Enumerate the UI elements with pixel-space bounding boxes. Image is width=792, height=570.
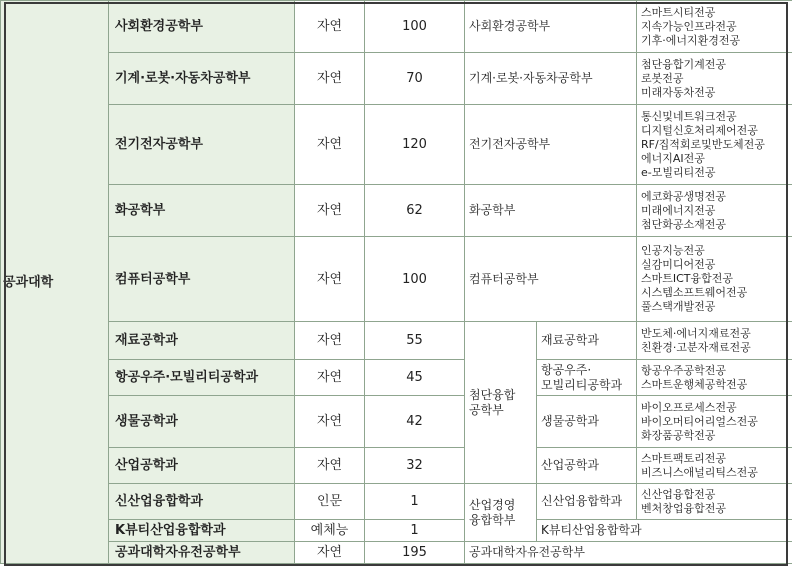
department-name: 신산업융합학과 xyxy=(109,484,295,520)
major-list xyxy=(637,448,792,484)
major-item: 시스템소프트웨어전공 xyxy=(641,286,748,299)
major-list xyxy=(637,53,792,105)
major-item: 풀스택개발전공 xyxy=(641,300,716,313)
major-item: 벤처창업융합전공 xyxy=(641,501,727,515)
major-item: 에너지AI전공 xyxy=(641,151,705,165)
table-row xyxy=(1,360,792,396)
major-item: 첨단화공소재전공 xyxy=(641,217,727,231)
major-item: 친환경·고분자재료전공 xyxy=(641,340,751,354)
quota: 120 xyxy=(365,105,465,185)
sub-unit: 신산업융합학과 xyxy=(537,484,637,520)
major-list xyxy=(637,484,792,520)
table-row xyxy=(1,105,792,185)
major-item: 실감미디어전공 xyxy=(641,258,716,271)
major-item: 미래에너지전공 xyxy=(641,203,716,217)
table-row xyxy=(1,237,792,322)
table-row xyxy=(1,448,792,484)
department-name: 컴퓨터공학부 xyxy=(109,237,295,322)
department-name: 재료공학과 xyxy=(109,322,295,360)
major-item: 반도체·에너지재료전공 xyxy=(641,326,751,340)
table-row xyxy=(1,53,792,105)
major-item: 디지털신호처리제어전공 xyxy=(641,123,758,137)
quota: 32 xyxy=(365,448,465,484)
major-item: 로봇전공 xyxy=(641,71,684,85)
department-name: 산업공학과 xyxy=(109,448,295,484)
sub-unit: 생물공학과 xyxy=(537,396,637,448)
major-item: 첨단융합기계전공 xyxy=(641,57,727,71)
sub-unit: 재료공학과 xyxy=(537,322,637,360)
recruit-unit: 사회환경공학부 xyxy=(465,1,637,53)
department-name: 사회환경공학부 xyxy=(109,1,295,53)
major-item: RF/집적회로및반도체전공 xyxy=(641,137,765,151)
recruit-unit: 컴퓨터공학부 xyxy=(465,237,637,322)
category: 인문 xyxy=(295,484,365,520)
quota: 45 xyxy=(365,360,465,396)
major-item: 스마트운행체공학전공 xyxy=(641,377,748,391)
table-row xyxy=(1,396,792,448)
group-unit-advanced: 첨단융합 공학부 xyxy=(465,322,537,484)
category: 자연 xyxy=(295,360,365,396)
department-name: 기계·로봇·자동차공학부 xyxy=(109,53,295,105)
department-name: 생물공학과 xyxy=(109,396,295,448)
category: 예체능 xyxy=(295,520,365,542)
recruit-unit: 전기전자공학부 xyxy=(465,105,637,185)
major-item: 신산업융합전공 xyxy=(641,487,716,501)
quota: 70 xyxy=(365,53,465,105)
table-row xyxy=(1,185,792,237)
category: 자연 xyxy=(295,105,365,185)
table-row xyxy=(1,484,792,520)
group-unit-industry: 산업경영 융합학부 xyxy=(465,484,537,542)
table-row xyxy=(1,322,792,360)
quota: 62 xyxy=(365,185,465,237)
table-row xyxy=(1,542,792,564)
category: 자연 xyxy=(295,322,365,360)
quota: 100 xyxy=(365,1,465,53)
major-list xyxy=(637,237,792,322)
major-item: 항공우주공학전공 xyxy=(641,363,727,377)
major-item: 미래자동차전공 xyxy=(641,85,716,99)
category: 자연 xyxy=(295,185,365,237)
major-item: 인공지능전공 xyxy=(641,244,705,257)
major-item: 화장품공학전공 xyxy=(641,428,716,442)
category: 자연 xyxy=(295,237,365,322)
department-name: 공과대학자유전공학부 xyxy=(109,542,295,564)
major-item: 에코화공생명전공 xyxy=(641,189,727,203)
department-name: K뷰티산업융합학과 xyxy=(109,520,295,542)
quota: 1 xyxy=(365,520,465,542)
major-item: e-모빌리티전공 xyxy=(641,165,716,179)
category: 자연 xyxy=(295,53,365,105)
sub-unit: K뷰티산업융합학과 xyxy=(537,520,792,542)
table-row xyxy=(1,1,792,53)
major-list xyxy=(637,322,792,360)
recruit-unit: 화공학부 xyxy=(465,185,637,237)
department-name: 전기전자공학부 xyxy=(109,105,295,185)
quota: 1 xyxy=(365,484,465,520)
college-name: 공과대학 xyxy=(1,1,109,564)
major-list xyxy=(637,360,792,396)
category: 자연 xyxy=(295,396,365,448)
major-item: 스마트ICT융합전공 xyxy=(641,272,734,285)
category: 자연 xyxy=(295,1,365,53)
major-list xyxy=(637,185,792,237)
major-list xyxy=(637,105,792,185)
quota: 42 xyxy=(365,396,465,448)
recruit-unit: 기계·로봇·자동차공학부 xyxy=(465,53,637,105)
category: 자연 xyxy=(295,448,365,484)
major-item: 스마트시티전공 xyxy=(641,5,716,19)
major-item: 스마트팩토리전공 xyxy=(641,451,727,465)
major-item: 바이오머티어리얼스전공 xyxy=(641,414,758,428)
department-name: 화공학부 xyxy=(109,185,295,237)
major-list xyxy=(637,1,792,53)
quota: 55 xyxy=(365,322,465,360)
major-list xyxy=(637,396,792,448)
major-item: 지속가능인프라전공 xyxy=(641,19,737,33)
sub-unit: 산업공학과 xyxy=(537,448,637,484)
quota: 100 xyxy=(365,237,465,322)
sub-unit: 항공우주· 모빌리티공학과 xyxy=(537,360,637,396)
category: 자연 xyxy=(295,542,365,564)
major-item: 통신및네트워크전공 xyxy=(641,109,737,123)
major-item: 비즈니스애널리틱스전공 xyxy=(641,465,758,479)
department-name: 항공우주·모빌리티공학과 xyxy=(109,360,295,396)
quota: 195 xyxy=(365,542,465,564)
major-item: 기후·에너지환경전공 xyxy=(641,33,741,47)
major-item: 바이오프로세스전공 xyxy=(641,400,737,414)
table-row xyxy=(1,520,792,542)
recruit-unit: 공과대학자유전공학부 xyxy=(465,542,792,564)
